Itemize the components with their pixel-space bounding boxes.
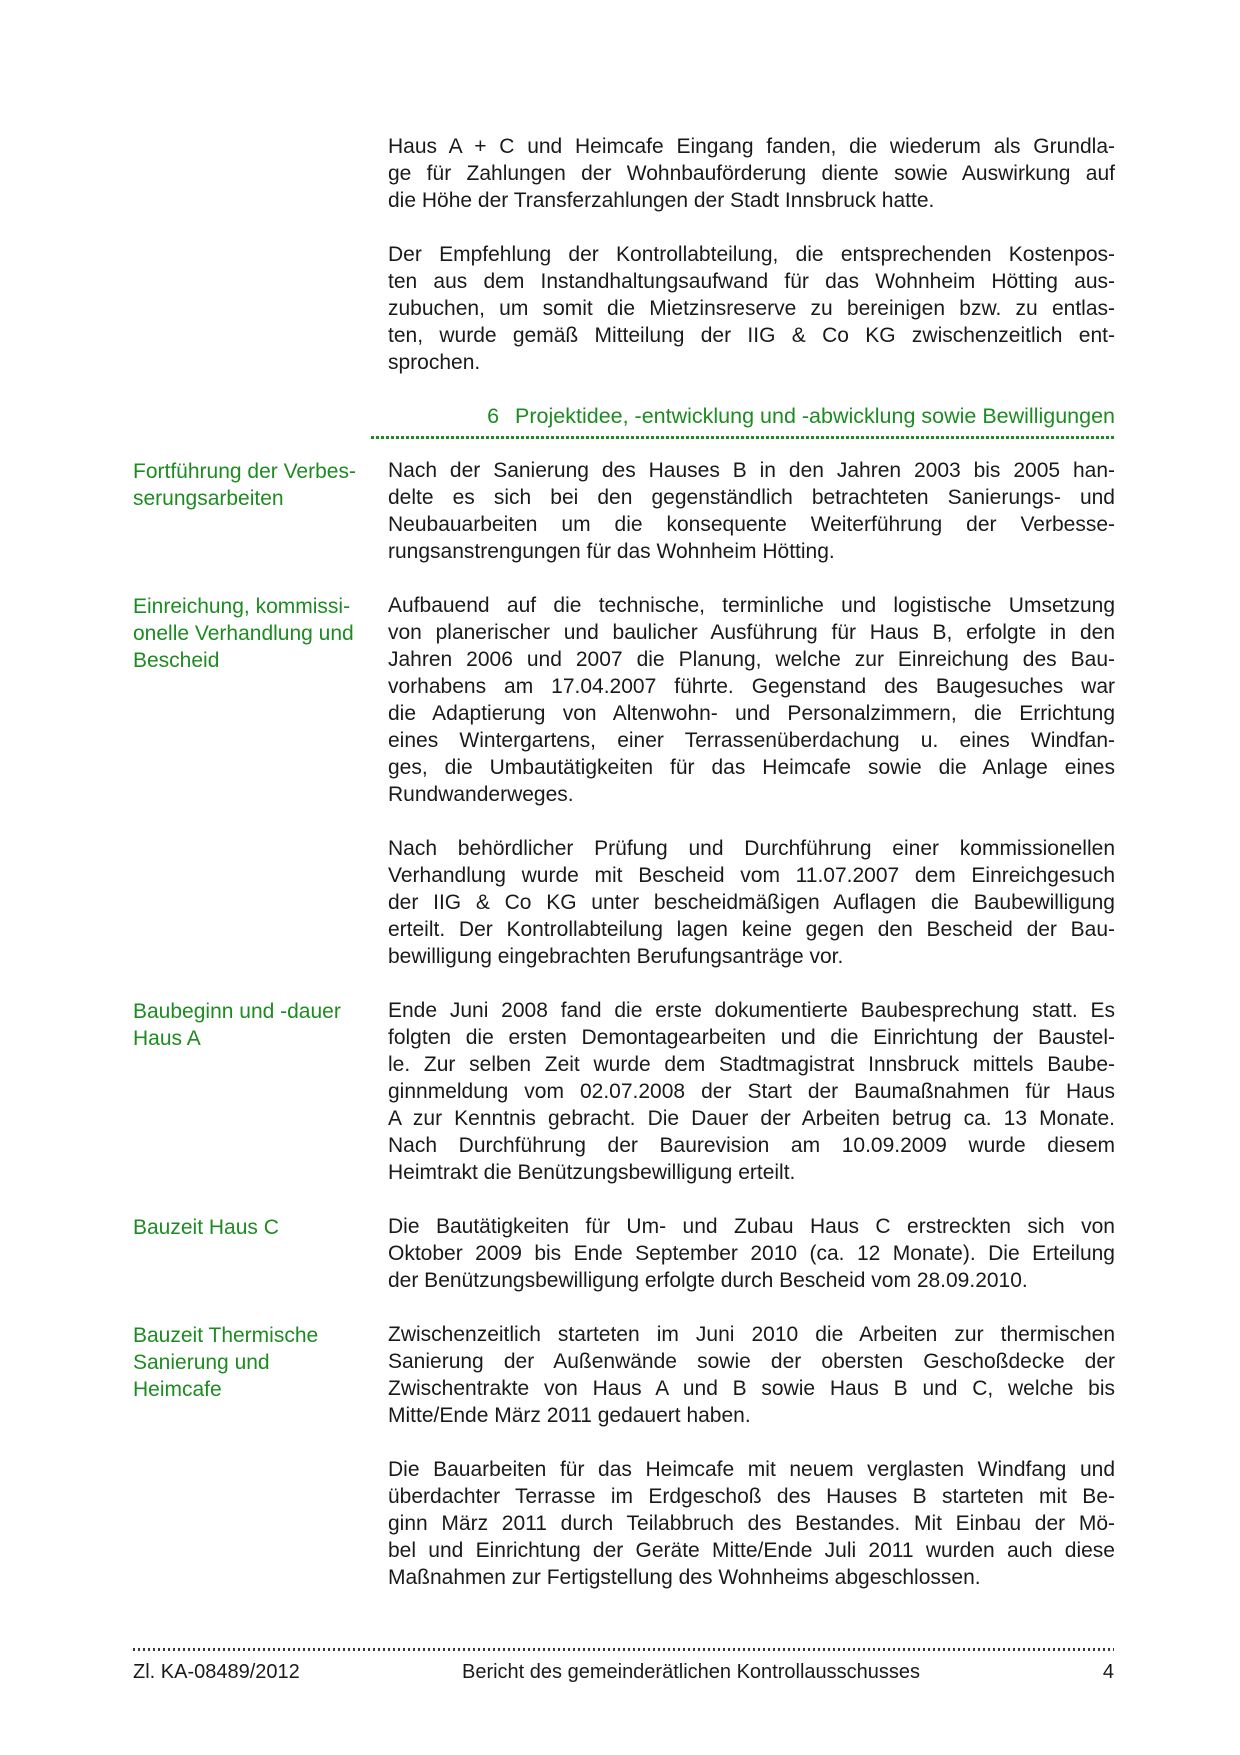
heading-number: 6 bbox=[487, 404, 500, 428]
text-line: Verhandlung wurde mit Bescheid vom 11.07.2007 dem Einreichgesuch bbox=[388, 864, 1115, 887]
margin-label-line: serungsarbeiten bbox=[133, 487, 284, 510]
text-line: bewilligung eingebrachten Berufungsanträge vor. bbox=[388, 945, 844, 968]
text-line: ginnmeldung vom 02.07.2008 der Start der Baumaßnahmen für Haus bbox=[388, 1080, 1115, 1103]
footer-row bbox=[133, 1661, 1114, 1684]
text-line: erteilt. Der Kontrollabteilung lagen keine gegen den Bescheid der Bau- bbox=[388, 918, 1115, 941]
intro-paragraphs bbox=[133, 133, 1115, 376]
report-sections bbox=[133, 457, 1115, 1591]
report-section bbox=[133, 1213, 1115, 1294]
text-line: zubuchen, um somit die Mietzinsreserve zu bereinigen bzw. zu entlas- bbox=[388, 297, 1115, 320]
text-line: folgten die ersten Demontagearbeiten und die Einrichtung der Baustel- bbox=[388, 1026, 1115, 1049]
text-line: Aufbauend auf die technische, terminliche und logistische Umsetzung bbox=[388, 594, 1115, 617]
text-line: Die Bauarbeiten für das Heimcafe mit neuem verglasten Windfang und bbox=[388, 1458, 1115, 1481]
paragraph bbox=[388, 997, 1115, 1186]
margin-label-line: onelle Verhandlung und bbox=[133, 622, 354, 645]
margin-label-line: Einreichung, kommissi- bbox=[133, 595, 351, 618]
margin-label-line: Baubeginn und -dauer bbox=[133, 1000, 341, 1023]
text-line: Nach Durchführung der Baurevision am 10.09.2009 wurde diesem bbox=[388, 1134, 1115, 1157]
text-line: delte es sich bei den gegenständlich betrachteten Sanierungs- und bbox=[388, 486, 1115, 509]
text-line: die Höhe der Transferzahlungen der Stadt Innsbruck hatte. bbox=[388, 189, 935, 212]
margin-label bbox=[133, 1321, 388, 1591]
text-line: Der Empfehlung der Kontrollabteilung, die entsprechenden Kostenpos- bbox=[388, 243, 1115, 266]
paragraph bbox=[388, 1321, 1115, 1429]
paragraph bbox=[388, 133, 1115, 214]
text-line: Heimtrakt die Benützungsbewilligung erteilt. bbox=[388, 1161, 796, 1184]
text-line: überdachter Terrasse im Erdgeschoß des Hauses B starteten mit Be- bbox=[388, 1485, 1115, 1508]
margin-label-line: Bescheid bbox=[133, 649, 220, 672]
margin-label bbox=[133, 1213, 388, 1294]
text-line: eines Wintergartens, einer Terrassenüberdachung u. eines Windfan- bbox=[388, 729, 1115, 752]
margin-label bbox=[133, 997, 388, 1186]
paragraph bbox=[388, 835, 1115, 970]
footer-file-number: Zl. KA-08489/2012 bbox=[133, 1661, 300, 1683]
text-line: Jahren 2006 und 2007 die Planung, welche zur Einreichung des Bau- bbox=[388, 648, 1115, 671]
text-line: Zwischenzeitlich starteten im Juni 2010 die Arbeiten zur thermischen bbox=[388, 1323, 1115, 1346]
text-line: Die Bautätigkeiten für Um- und Zubau Haus C erstreckten sich von bbox=[388, 1215, 1115, 1238]
text-line: Maßnahmen zur Fertigstellung des Wohnheims abgeschlossen. bbox=[388, 1566, 981, 1589]
text-line: rungsanstrengungen für das Wohnheim Hötting. bbox=[388, 540, 835, 563]
text-line: die Adaptierung von Altenwohn- und Personalzimmern, die Errichtung bbox=[388, 702, 1115, 725]
page-content bbox=[133, 133, 1115, 1618]
section-body bbox=[388, 592, 1115, 970]
report-section bbox=[133, 1321, 1115, 1591]
text-line: A zur Kenntnis gebracht. Die Dauer der Arbeiten betrug ca. 13 Monate. bbox=[388, 1107, 1115, 1130]
section-body bbox=[388, 1213, 1115, 1294]
page-footer bbox=[133, 1648, 1114, 1684]
margin-label-line: Sanierung und bbox=[133, 1351, 270, 1374]
text-line: Sanierung der Außenwände sowie der obersten Geschoßdecke der bbox=[388, 1350, 1115, 1373]
text-line: der IIG & Co KG unter bescheidmäßigen Auflagen die Baubewilligung bbox=[388, 891, 1115, 914]
footer-dotted-divider bbox=[133, 1648, 1114, 1651]
text-line: Haus A + C und Heimcafe Eingang fanden, die wiederum als Grundla- bbox=[388, 135, 1115, 158]
section-body bbox=[388, 457, 1115, 565]
text-line: ge für Zahlungen der Wohnbauförderung diente sowie Auswirkung auf bbox=[388, 162, 1115, 185]
section-body bbox=[388, 997, 1115, 1186]
heading-dotted-underline bbox=[371, 436, 1115, 439]
margin-label-line: Haus A bbox=[133, 1027, 201, 1050]
margin-label-line: Heimcafe bbox=[133, 1378, 222, 1401]
heading-title: Projektidee, -entwicklung und -abwicklung sowie Bewilligungen bbox=[515, 404, 1115, 428]
text-line: Nach behördlicher Prüfung und Durchführung einer kommissionellen bbox=[388, 837, 1115, 860]
text-line: Neubauarbeiten um die konsequente Weiterführung der Verbesse- bbox=[388, 513, 1115, 536]
margin-label bbox=[133, 457, 388, 565]
report-section bbox=[133, 592, 1115, 970]
report-section bbox=[133, 997, 1115, 1186]
paragraph bbox=[388, 592, 1115, 808]
report-section bbox=[133, 457, 1115, 565]
text-line: ten aus dem Instandhaltungsaufwand für das Wohnheim Hötting aus- bbox=[388, 270, 1115, 293]
section-heading bbox=[371, 403, 1115, 439]
text-line: ges, die Umbautätigkeiten für das Heimcafe sowie die Anlage eines bbox=[388, 756, 1115, 779]
text-line: sprochen. bbox=[388, 351, 481, 374]
text-line: bel und Einrichtung der Geräte Mitte/Ende Juli 2011 wurden auch diese bbox=[388, 1539, 1115, 1562]
margin-label bbox=[133, 592, 388, 970]
footer-report-title: Bericht des gemeinderätlichen Kontrollausschusses bbox=[461, 1661, 921, 1683]
text-line: Mitte/Ende März 2011 gedauert haben. bbox=[388, 1404, 751, 1427]
text-line: ten, wurde gemäß Mitteilung der IIG & Co KG zwischenzeitlich ent- bbox=[388, 324, 1115, 347]
text-line: Zwischentrakte von Haus A und B sowie Haus B und C, welche bis bbox=[388, 1377, 1115, 1400]
text-line: Oktober 2009 bis Ende September 2010 (ca. 12 Monate). Die Erteilung bbox=[388, 1242, 1115, 1265]
footer-page-number: 4 bbox=[1102, 1661, 1114, 1683]
text-line: Nach der Sanierung des Hauses B in den Jahren 2003 bis 2005 han- bbox=[388, 459, 1115, 482]
paragraph bbox=[388, 457, 1115, 565]
text-line: der Benützungsbewilligung erfolgte durch Bescheid vom 28.09.2010. bbox=[388, 1269, 1028, 1292]
margin-label-line: Fortführung der Verbes- bbox=[133, 460, 356, 483]
text-line: Rundwanderweges. bbox=[388, 783, 574, 806]
margin-label-line: Bauzeit Thermische bbox=[133, 1324, 319, 1347]
text-line: Ende Juni 2008 fand die erste dokumentierte Baubesprechung statt. Es bbox=[388, 999, 1115, 1022]
text-line: ginn März 2011 durch Teilabbruch des Bestandes. Mit Einbau der Mö- bbox=[388, 1512, 1115, 1535]
paragraph bbox=[388, 1456, 1115, 1591]
paragraph bbox=[388, 241, 1115, 376]
section-heading-text bbox=[371, 403, 1115, 436]
margin-label-line: Bauzeit Haus C bbox=[133, 1216, 279, 1239]
paragraph bbox=[388, 1213, 1115, 1294]
text-line: vorhabens am 17.04.2007 führte. Gegenstand des Baugesuches war bbox=[388, 675, 1115, 698]
text-line: le. Zur selben Zeit wurde dem Stadtmagistrat Innsbruck mittels Baube- bbox=[388, 1053, 1115, 1076]
text-line: von planerischer und baulicher Ausführung für Haus B, erfolgte in den bbox=[388, 621, 1115, 644]
section-body bbox=[388, 1321, 1115, 1591]
